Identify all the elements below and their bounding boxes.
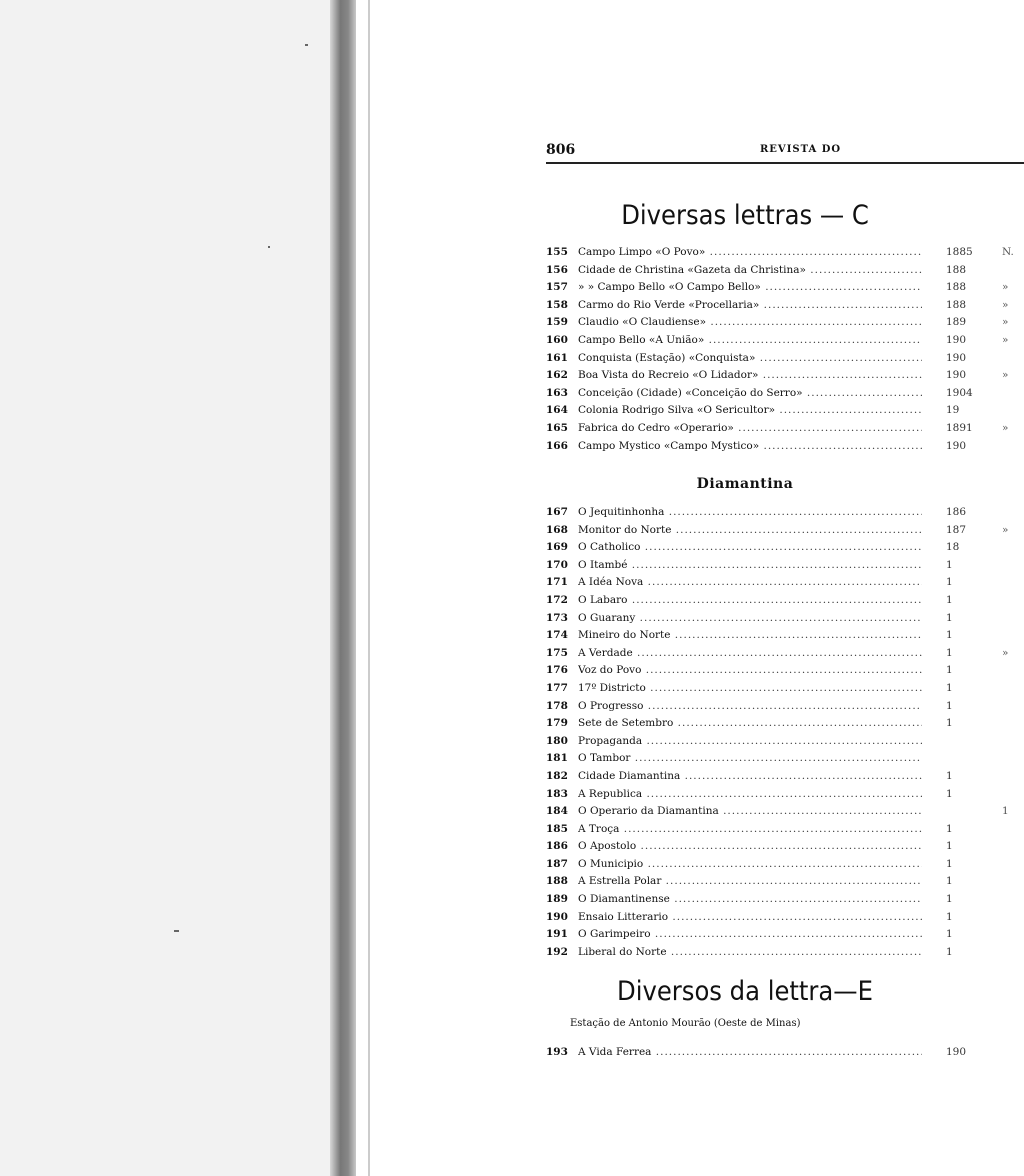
entry-mark: » xyxy=(1002,281,1009,294)
entry-row xyxy=(546,715,1024,733)
entry-number: 172 xyxy=(546,593,568,606)
entry-row xyxy=(546,698,1024,716)
entry-year: 190 xyxy=(946,1046,967,1058)
entry-number: 178 xyxy=(546,699,568,712)
entry-row xyxy=(546,350,1024,368)
entry-year: 188 xyxy=(946,281,967,294)
entry-number: 167 xyxy=(546,506,568,518)
section-title-c: Diversas lettras — C xyxy=(621,200,869,231)
entry-number: 170 xyxy=(546,558,568,571)
entry-year: 190 xyxy=(946,439,967,452)
entry-row xyxy=(546,944,1024,962)
entry-number: 177 xyxy=(546,681,568,694)
entry-year: 1 xyxy=(946,857,953,870)
entry-mark: N. xyxy=(1002,246,1014,258)
entry-title: O Tambor ..... xyxy=(578,750,922,768)
entry-year: 1904 xyxy=(946,386,973,399)
entry-row xyxy=(546,662,1024,680)
entry-title: Ensaio Litterario ..... xyxy=(578,909,922,927)
entry-row xyxy=(546,420,1024,438)
entry-title: A Republica ..... xyxy=(578,786,922,804)
entry-number: 168 xyxy=(546,523,568,536)
entry-number: 174 xyxy=(546,629,568,642)
entry-row xyxy=(546,627,1024,645)
entry-title: O Catholico ..... xyxy=(578,539,922,557)
entry-year: 1 xyxy=(946,593,953,606)
entry-number: 193 xyxy=(546,1046,568,1058)
entry-title: A Estrella Polar ..... xyxy=(578,873,922,891)
entry-mark: » xyxy=(1002,369,1009,382)
entry-number: 176 xyxy=(546,664,568,677)
entry-number: 182 xyxy=(546,769,568,782)
entry-title: » » Campo Bello «O Campo Bello» ..... xyxy=(578,279,922,297)
entry-year: 1 xyxy=(946,717,953,730)
header-rule xyxy=(546,162,1024,164)
entry-title: Campo Mystico «Campo Mystico» ..... xyxy=(578,438,922,456)
entry-title: A Troça ..... xyxy=(578,821,922,839)
entry-number: 186 xyxy=(546,840,568,853)
entry-year: 1 xyxy=(946,629,953,642)
entry-year: 1 xyxy=(946,945,953,958)
entry-title: O Diamantinense ..... xyxy=(578,891,922,909)
entry-row xyxy=(546,244,1024,262)
entry-year: 1891 xyxy=(946,421,973,434)
entry-row xyxy=(546,314,1024,332)
entry-year: 190 xyxy=(946,369,967,382)
entry-year: 1 xyxy=(946,576,953,589)
entry-year: 1 xyxy=(946,611,953,624)
entry-year: 190 xyxy=(946,333,967,346)
entry-row xyxy=(546,557,1024,575)
entry-title: Colonia Rodrigo Silva «O Sericultor» ..... xyxy=(578,402,922,420)
left-page xyxy=(0,0,330,1176)
entry-year: 18 xyxy=(946,541,960,554)
entry-row xyxy=(546,768,1024,786)
entry-number: 185 xyxy=(546,822,568,835)
entry-row xyxy=(546,574,1024,592)
entry-row xyxy=(546,385,1024,403)
entry-number: 192 xyxy=(546,945,568,958)
scan-speck xyxy=(305,44,308,46)
entry-mark: » xyxy=(1002,333,1009,346)
entry-year: 1 xyxy=(946,928,953,941)
entry-title: A Vida Ferrea ..... xyxy=(578,1044,922,1062)
entry-row xyxy=(546,504,1024,522)
entry-title: O Garimpeiro ..... xyxy=(578,926,922,944)
entry-row xyxy=(546,332,1024,350)
entry-number: 189 xyxy=(546,893,568,906)
entry-year: 1 xyxy=(946,875,953,888)
entry-number: 166 xyxy=(546,439,568,452)
entry-mark: » xyxy=(1002,523,1009,536)
entry-number: 155 xyxy=(546,246,568,258)
entry-number: 161 xyxy=(546,351,568,364)
entry-title: Carmo do Rio Verde «Procellaria» ..... xyxy=(578,297,922,315)
entry-list-diamantina xyxy=(546,504,1024,961)
entry-title: Propaganda ..... xyxy=(578,733,922,751)
entry-title: Claudio «O Claudiense» ..... xyxy=(578,314,922,332)
entry-mark: » xyxy=(1002,316,1009,329)
entry-row xyxy=(546,610,1024,628)
entry-row xyxy=(546,438,1024,456)
entry-number: 173 xyxy=(546,611,568,624)
entry-number: 184 xyxy=(546,805,568,818)
entry-title: O Operario da Diamantina ..... xyxy=(578,803,922,821)
entry-row xyxy=(546,926,1024,944)
page-number: 806 xyxy=(546,142,576,158)
section-title-e: Diversos da lettra—E xyxy=(617,976,873,1007)
entry-year: 1 xyxy=(946,681,953,694)
page-header xyxy=(546,142,1024,162)
entry-year: 189 xyxy=(946,316,967,329)
entry-mark: 1 xyxy=(1002,805,1009,818)
entry-year: 1 xyxy=(946,769,953,782)
entry-list-c xyxy=(546,244,1024,455)
section-title-diamantina: Diamantina xyxy=(696,476,794,492)
entry-year: 1 xyxy=(946,893,953,906)
entry-row xyxy=(546,262,1024,280)
entry-title: O Jequitinhonha ..... xyxy=(578,504,922,522)
entry-title: Monitor do Norte ..... xyxy=(578,522,922,540)
entry-row xyxy=(546,367,1024,385)
entry-title: O Itambé ..... xyxy=(578,557,922,575)
entry-row xyxy=(546,821,1024,839)
entry-year: 19 xyxy=(946,404,960,417)
entry-row xyxy=(546,539,1024,557)
entry-title: O Apostolo ..... xyxy=(578,838,922,856)
entry-year: 188 xyxy=(946,263,967,276)
running-head: REVISTA DO xyxy=(760,144,842,155)
entry-title: Cidade Diamantina ..... xyxy=(578,768,922,786)
entry-title: Voz do Povo ..... xyxy=(578,662,922,680)
entry-number: 187 xyxy=(546,857,568,870)
entry-number: 191 xyxy=(546,928,568,941)
entry-title: O Guarany ..... xyxy=(578,610,922,628)
entry-number: 183 xyxy=(546,787,568,800)
entry-title: Boa Vista do Recreio «O Lidador» ..... xyxy=(578,367,922,385)
entry-year: 1 xyxy=(946,699,953,712)
entry-row xyxy=(546,402,1024,420)
entry-row xyxy=(546,786,1024,804)
entry-title: 17º Districto ..... xyxy=(578,680,922,698)
entry-year: 1 xyxy=(946,910,953,923)
entry-number: 157 xyxy=(546,281,568,294)
entry-year: 1 xyxy=(946,664,953,677)
entry-row xyxy=(546,680,1024,698)
entry-title: Liberal do Norte ..... xyxy=(578,944,922,962)
entry-number: 163 xyxy=(546,386,568,399)
entry-number: 180 xyxy=(546,734,568,747)
section-note: Estação de Antonio Mourão (Oeste de Minas) xyxy=(570,1018,801,1029)
entry-row xyxy=(546,1044,1024,1062)
entry-row xyxy=(546,803,1024,821)
entry-number: 158 xyxy=(546,298,568,311)
entry-number: 165 xyxy=(546,421,568,434)
entry-year: 190 xyxy=(946,351,967,364)
entry-row xyxy=(546,733,1024,751)
entry-mark: » xyxy=(1002,421,1009,434)
entry-title: O Labaro ..... xyxy=(578,592,922,610)
entry-title: Conquista (Estação) «Conquista» ..... xyxy=(578,350,922,368)
entry-title: Cidade de Christina «Gazeta da Christina» ..... xyxy=(578,262,922,280)
entry-year: 1885 xyxy=(946,246,973,258)
entry-year: 1 xyxy=(946,558,953,571)
entry-row xyxy=(546,838,1024,856)
entry-title: Campo Bello «A União» ..... xyxy=(578,332,922,350)
entry-number: 175 xyxy=(546,646,568,659)
entry-year: 1 xyxy=(946,822,953,835)
entry-title: Conceição (Cidade) «Conceição do Serro» ..... xyxy=(578,385,922,403)
entry-year: 1 xyxy=(946,840,953,853)
entry-row xyxy=(546,909,1024,927)
page-edge xyxy=(368,0,370,1176)
entry-number: 156 xyxy=(546,263,568,276)
entry-title: A Idéa Nova ..... xyxy=(578,574,922,592)
entry-row xyxy=(546,891,1024,909)
entry-number: 171 xyxy=(546,576,568,589)
entry-number: 162 xyxy=(546,369,568,382)
entry-number: 164 xyxy=(546,404,568,417)
entry-list-e xyxy=(546,1044,1024,1062)
entry-number: 181 xyxy=(546,752,568,765)
entry-title: O Municipio ..... xyxy=(578,856,922,874)
entry-number: 159 xyxy=(546,316,568,329)
entry-row xyxy=(546,522,1024,540)
entry-row xyxy=(546,279,1024,297)
entry-row xyxy=(546,856,1024,874)
entry-title: Fabrica do Cedro «Operario» ..... xyxy=(578,420,922,438)
book-gutter xyxy=(330,0,356,1176)
entry-title: Mineiro do Norte ..... xyxy=(578,627,922,645)
entry-year: 1 xyxy=(946,787,953,800)
entry-year: 186 xyxy=(946,506,967,518)
entry-year: 188 xyxy=(946,298,967,311)
entry-number: 188 xyxy=(546,875,568,888)
entry-mark: » xyxy=(1002,298,1009,311)
entry-number: 179 xyxy=(546,717,568,730)
entry-title: A Verdade ..... xyxy=(578,645,922,663)
entry-title: Campo Limpo «O Povo» ..... xyxy=(578,244,922,262)
entry-number: 169 xyxy=(546,541,568,554)
entry-row xyxy=(546,645,1024,663)
entry-row xyxy=(546,297,1024,315)
entry-year: 187 xyxy=(946,523,967,536)
entry-number: 190 xyxy=(546,910,568,923)
entry-mark: » xyxy=(1002,646,1009,659)
entry-row xyxy=(546,750,1024,768)
entry-number: 160 xyxy=(546,333,568,346)
entry-title: Sete de Setembro ..... xyxy=(578,715,922,733)
entry-title: O Progresso ..... xyxy=(578,698,922,716)
entry-year: 1 xyxy=(946,646,953,659)
entry-row xyxy=(546,873,1024,891)
scan-speck xyxy=(174,930,179,932)
scan-speck xyxy=(268,246,270,248)
entry-row xyxy=(546,592,1024,610)
